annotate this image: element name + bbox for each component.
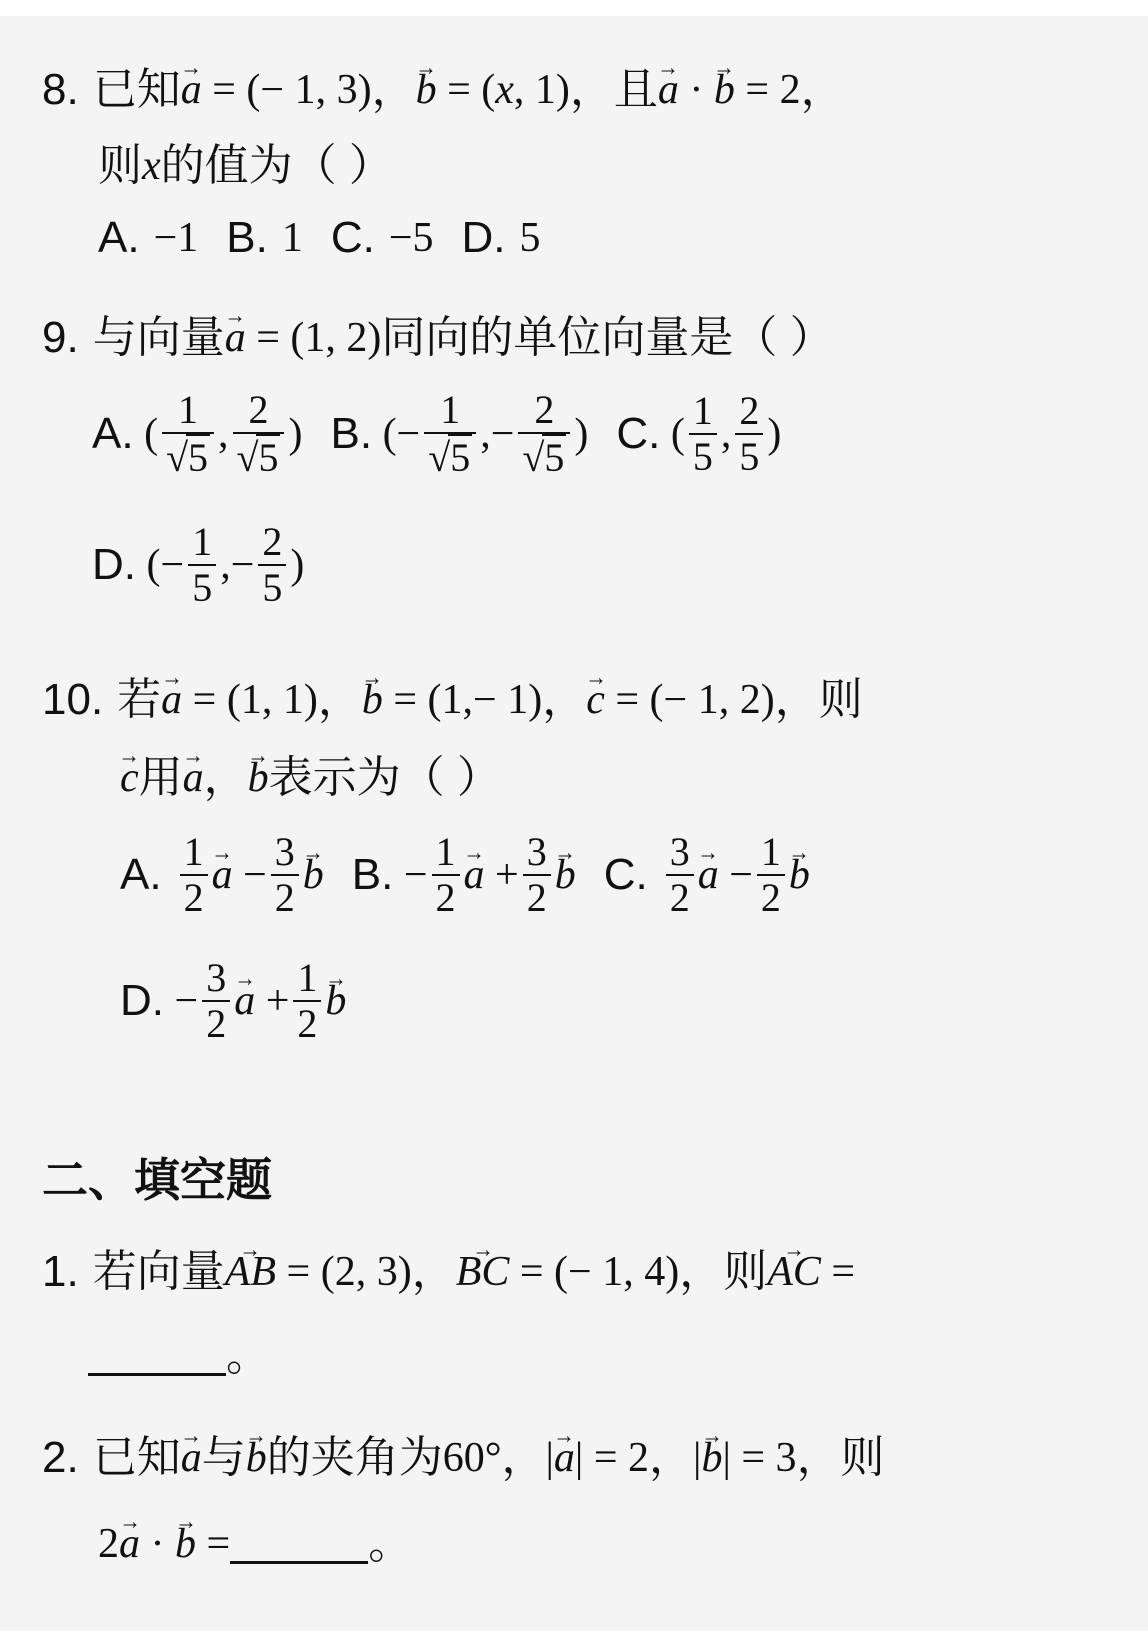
vector-a: → a [181, 62, 202, 118]
f1-number: 1. [42, 1247, 79, 1296]
q10-text-6: ， [203, 753, 248, 802]
q9-number: 9. [42, 313, 79, 362]
worksheet [0, 16, 1148, 1631]
q9-a-frac-1: 1 √ 5 [162, 388, 214, 480]
vector-b: → b [248, 750, 269, 806]
f1-ab-value: = (2, 3) [276, 1249, 412, 1295]
f1-text-3: ，则 [679, 1247, 768, 1296]
q9-d-comma: ,− [220, 542, 255, 588]
f2-text-1: 已知 [92, 1433, 181, 1482]
q8-b-value: = (x, 1) [436, 67, 570, 113]
q10-a-frac-2: $\frac{3}{2}$ [271, 830, 299, 920]
q9-d-frac-1: $\frac{1}{5}$ [188, 520, 216, 610]
vector-a: → a [161, 672, 182, 728]
q10-option-b-label: B. [351, 850, 394, 899]
q9-b-close: ) [574, 411, 589, 457]
vector-b: → b [714, 62, 735, 118]
var-x: x [142, 143, 161, 189]
q8-line-1 [42, 62, 845, 118]
q9-c-close: ) [767, 411, 782, 457]
q10-d-neg: − [164, 978, 199, 1024]
q10-c-frac-1: $\frac{3}{2}$ [666, 830, 694, 920]
vector-b: → b [246, 1430, 267, 1486]
f2-line-2 [98, 1516, 412, 1572]
q9-a-comma: , [218, 411, 229, 457]
q10-text-7: 表示为（ ） [268, 753, 501, 802]
q9-options-abc [92, 378, 781, 490]
q8-option-d-label: D. [461, 213, 506, 262]
vector-b: → b [175, 1516, 196, 1572]
f2-end: 。 [368, 1519, 413, 1568]
f2-angle: 60° [442, 1435, 502, 1481]
vector-c: → c [586, 672, 605, 728]
vector-BC: → BC [456, 1244, 510, 1300]
f2-equals: = [196, 1521, 231, 1567]
q10-b-value: = (1,− 1) [382, 677, 543, 723]
q10-b-neg: − [393, 852, 428, 898]
q10-option-d [120, 946, 346, 1056]
q10-option-d-label: D. [120, 976, 164, 1025]
q10-option-c-label: C. [603, 850, 648, 899]
vector-c: → c [120, 750, 139, 806]
vector-b: → b [701, 1430, 722, 1486]
f1-line-1 [42, 1244, 855, 1300]
vector-a: → a [658, 62, 679, 118]
f1-text-1: 若向量 [92, 1247, 225, 1296]
q10-a-value: = (1, 1) [182, 677, 318, 723]
q8-dot: · [678, 67, 714, 113]
q8-option-c-label: C. [330, 213, 375, 262]
q8-text-2: ， [371, 65, 416, 114]
f2-abs-a-value: | = 2 [574, 1435, 650, 1481]
q8-number: 8. [42, 65, 79, 114]
vector-AC: → AC [767, 1244, 821, 1300]
f2-answer-blank[interactable] [230, 1525, 368, 1564]
q10-line-2 [120, 750, 501, 806]
f1-bc-value: = (− 1, 4) [509, 1249, 680, 1295]
f2-text-3: 的夹角为 [266, 1433, 443, 1482]
f2-abs-b-open: | [693, 1435, 702, 1481]
q9-b-open: (− [372, 411, 421, 457]
q9-c-open: ( [660, 411, 685, 457]
q10-text-1: 若 [117, 675, 162, 724]
q10-option-a-label: A. [120, 850, 162, 899]
f1-line-2 [88, 1328, 270, 1384]
q8-text-1: 已知 [92, 65, 181, 114]
q10-d-plus: + [255, 978, 290, 1024]
q9-c-frac-1: $\frac{1}{5}$ [689, 389, 717, 479]
vector-a: → a [554, 1430, 575, 1486]
q9-b-comma: ,− [480, 411, 515, 457]
q10-b-frac-1: $\frac{1}{2}$ [432, 830, 460, 920]
vector-a: → a [212, 847, 233, 903]
vector-b: → b [303, 847, 324, 903]
q8-text-5: 则 [98, 141, 142, 190]
vector-a: → a [183, 750, 204, 806]
q9-option-a-label: A. [92, 409, 134, 458]
vector-a: → a [119, 1516, 140, 1572]
q10-c-minus: − [718, 852, 753, 898]
vector-a: → a [698, 847, 719, 903]
q10-c-frac-2: $\frac{1}{2}$ [757, 830, 785, 920]
q10-a-minus: − [232, 852, 267, 898]
f2-abs-b-value: | = 3 [722, 1435, 797, 1481]
q10-b-plus: + [484, 852, 519, 898]
q10-d-frac-2: $\frac{1}{2}$ [293, 956, 321, 1046]
q8-text-3: ，且 [569, 65, 658, 114]
q10-text-4: ，则 [774, 675, 863, 724]
f2-dot: · [140, 1521, 175, 1567]
q8-option-a-value: −1 [153, 215, 199, 261]
q10-text-3: ， [542, 675, 587, 724]
q9-a-value: = (1, 2) [245, 315, 382, 361]
f2-text-6: ，则 [796, 1433, 885, 1482]
q8-a-value: = (− 1, 3) [201, 67, 372, 113]
f2-line-1 [42, 1430, 885, 1486]
f2-coef: 2 [98, 1521, 119, 1567]
section-heading: 二、填空题 [42, 1154, 272, 1206]
q8-dot-value: = 2 [734, 67, 801, 113]
q9-a-close: ) [288, 411, 303, 457]
q10-text-5: 用 [138, 753, 183, 802]
q8-line-2 [98, 138, 393, 194]
q10-options-abc [120, 820, 810, 930]
q8-option-d-value: 5 [519, 215, 541, 261]
vector-AB: → AB [225, 1244, 276, 1300]
vector-a: → a [225, 310, 246, 366]
q8-text-6: 的值为（ ） [160, 141, 393, 190]
q10-c-value: = (− 1, 2) [604, 677, 775, 723]
q9-option-d-label: D. [92, 540, 136, 589]
vector-a: → a [234, 973, 255, 1029]
f1-end: 。 [226, 1331, 270, 1380]
q9-d-open: (− [136, 542, 185, 588]
vector-a: → a [181, 1430, 202, 1486]
vector-b: → b [362, 672, 383, 728]
f1-equals: = [820, 1249, 856, 1295]
q9-c-comma: , [720, 411, 732, 457]
q9-line-1 [42, 310, 834, 366]
q10-a-frac-1: $\frac{1}{2}$ [180, 830, 208, 920]
q9-option-b-label: B. [330, 409, 373, 458]
f2-number: 2. [42, 1433, 79, 1482]
q9-b-frac-1: 1 √ 5 [424, 388, 476, 480]
q10-d-frac-1: $\frac{3}{2}$ [202, 956, 230, 1046]
q9-b-frac-2: 2 √ 5 [518, 388, 570, 480]
f2-text-2: 与 [201, 1433, 246, 1482]
q9-d-frac-2: $\frac{2}{5}$ [258, 520, 286, 610]
vector-b: → b [325, 973, 346, 1029]
q8-option-b-label: B. [226, 213, 268, 262]
q10-text-2: ， [317, 675, 362, 724]
q9-text-1: 与向量 [92, 313, 225, 362]
f1-text-2: ， [411, 1247, 456, 1296]
q9-option-d [92, 510, 304, 620]
vector-b: → b [555, 847, 576, 903]
q9-option-c-label: C. [616, 409, 661, 458]
q8-text-4: ， [800, 65, 845, 114]
q9-a-frac-2: 2 √ 5 [233, 388, 285, 480]
f2-text-5: ， [649, 1433, 694, 1482]
f2-abs-a-open: | [545, 1435, 554, 1481]
q8-options [98, 210, 541, 266]
f1-answer-blank[interactable] [88, 1337, 226, 1376]
q8-option-b-value: 1 [281, 215, 303, 261]
q10-line-1 [42, 672, 863, 728]
q10-b-frac-2: $\frac{3}{2}$ [523, 830, 551, 920]
q9-a-open: ( [133, 411, 159, 457]
vector-b: → b [416, 62, 437, 118]
vector-b: → b [789, 847, 810, 903]
vector-a: → a [464, 847, 485, 903]
q8-option-a-label: A. [98, 213, 140, 262]
q9-d-close: ) [290, 542, 305, 588]
q9-text-2: 同向的单位向量是（ ） [381, 313, 834, 362]
q8-option-c-value: −5 [388, 215, 434, 261]
f2-text-4: ， [501, 1433, 546, 1482]
q9-c-frac-2: $\frac{2}{5}$ [735, 389, 763, 479]
q10-number: 10. [42, 675, 104, 724]
